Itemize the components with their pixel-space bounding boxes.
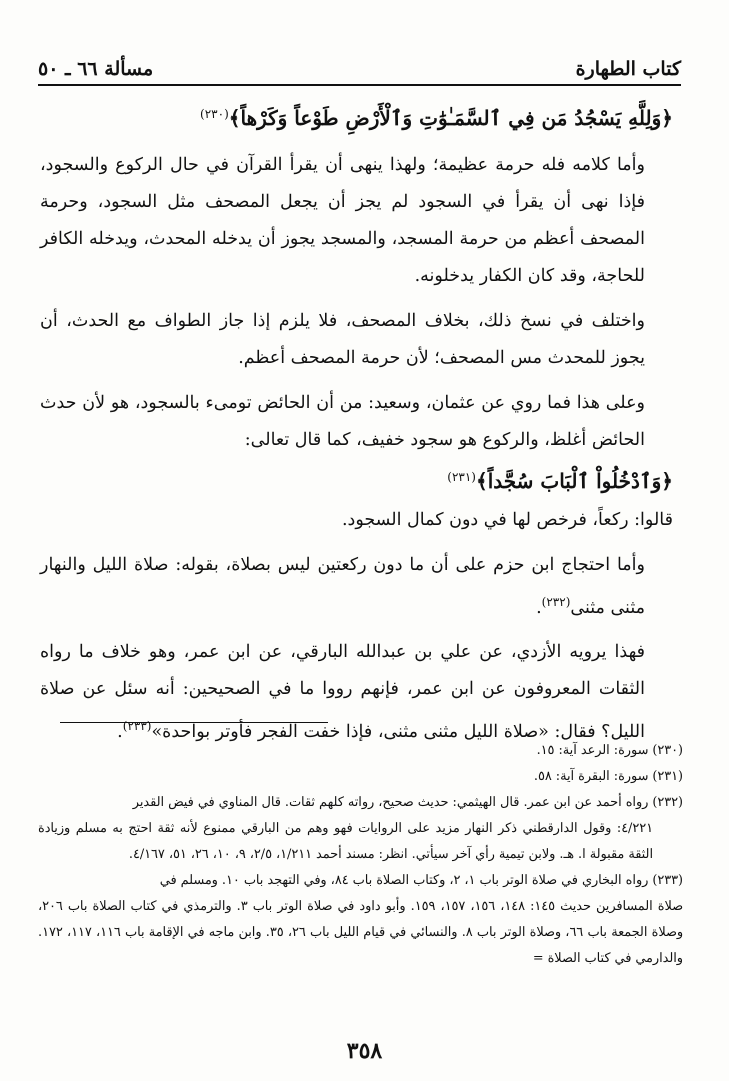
paragraph: وأما احتجاج ابن حزم على أن ما دون ركعتين ليس بصلاة، بقوله: صلاة الليل والنهار مثنى مثنى$^{(٢٣٢)}$.	[40, 554, 645, 618]
running-header	[38, 40, 681, 80]
chapter-title: كتاب الطهارة	[575, 58, 681, 80]
footnote-232: (٢٣٢) رواه أحمد عن ابن عمر. قال الهيثمي: حديث صحيح، رواته كلهم ثقات. قال المناوي في فيض القدير	[132, 795, 683, 810]
footnote-233: (٢٣٣) رواه البخاري في صلاة الوتر باب ١، ٢، وكتاب الصلاة باب ٨٤، وفي التهجد باب ١٠. ومسلم في	[159, 873, 683, 888]
footnote-ref: (٢٣٢)	[541, 594, 571, 609]
paragraph: واختلف في نسخ ذلك، بخلاف المصحف، فلا يلزم إذا جاز الطواف مع الحدث، أن يجوز للمحدث مس المصحف؛ لأن حرمة المصحف أعظم.	[40, 310, 645, 368]
footnote-233-continued: صلاة المسافرين حديث ١٤٥: ١٤٨، ١٥٦، ١٥٧، ١٥٩. وأبو داود في صلاة الوتر باب ٣. والترمذي في كتاب الصلاة باب ٢٠٦، وصلاة الجمعة باب ٦٦، وصلاة الوتر باب ٨. والنسائي في قيام الليل باب ٢٦، ٣٥. وابن ماجه في الإقامة باب ١١٦، ١١٧، ١٧٢. والدارمي في كتاب الصلاة =	[38, 899, 684, 966]
paragraph: وأما كلامه فله حرمة عظيمة؛ ولهذا ينهى أن يقرأ القرآن في حال الركوع والسجود، فإذا نهى أن يقرأ في السجود لم يجز أن يجعل المصحف مثل السجود، وحرمة المصحف أعظم من حرمة المسجد، والمسجد يجوز أن يدخله المحدث، ويدخله الكافر للحاجة، وقد كان الكفار يدخلونه.	[40, 154, 645, 286]
footnote-ref: (٢٣٠)	[200, 107, 229, 121]
quran-verse: ﴿وَٱدْخُلُواْ ٱلْبَابَ سُجَّداً﴾	[475, 468, 673, 493]
paragraph: فهذا يرويه الأزدي، عن علي بن عبدالله البارقي، عن ابن عمر، وهو خلاف ما رواه الثقات المعروفون عن ابن عمر، فإنهم رووا ما في الصحيحين: أنه سئل عن صلاة الليل؟ فقال: «صلاة الليل مثنى مثنى، فإذا خفت الفجر فأوتر بواحدة»$^{(٢٣٣)}$.	[40, 642, 645, 743]
paragraph: قالوا: ركعاً، فرخص لها في دون كمال السجود.	[341, 509, 673, 530]
footnote-232-continued: ٤/٢٢١: وقول الدارقطني ذكر النهار مزيد على الروايات فهو وهم من البارقي ممنوع لأنه ثقة احتج به مسلم وزيادة الثقة مقبولة ا. هـ. ولابن تيمية رأي آخر سيأتي. انظر: مسند أحمد ١/٢١١، ٢/٥، ٩، ١٠، ٢٦، ٥١، ٤/١٦٧.	[38, 821, 653, 862]
footnote-231: (٢٣١) سورة: البقرة آية: ٥٨.	[533, 769, 683, 784]
header-rule	[38, 84, 681, 86]
footnote-ref: (٢٣٣)	[122, 719, 152, 734]
issue-number: مسألة ٦٦ ـ ٥٠	[38, 58, 154, 80]
footnotes	[38, 738, 683, 972]
main-text	[40, 96, 673, 759]
paragraph-text: وأما احتجاج ابن حزم على أن ما دون ركعتين ليس بصلاة، بقوله: صلاة الليل والنهار مثنى مثنى	[40, 554, 645, 618]
paragraph-quran-verse	[40, 459, 673, 502]
footnote-ref: (٢٣١)	[447, 469, 476, 484]
footnote-230: (٢٣٠) سورة: الرعد آية: ١٥.	[536, 743, 683, 758]
page-number: ٣٥٨	[346, 1038, 383, 1064]
paragraph-quran-verse	[40, 96, 673, 139]
footnote-divider	[60, 722, 328, 723]
paragraph-text: فهذا يرويه الأزدي، عن علي بن عبدالله البارقي، عن ابن عمر، وهو خلاف ما رواه الثقات المعروفون عن ابن عمر، فإنهم رووا ما في الصحيحين: أنه سئل عن صلاة الليل؟ فقال: «صلاة الليل مثنى مثنى، فإذا خفت الفجر فأوتر بواحدة»	[40, 642, 645, 743]
quran-verse: ﴿وَلِلَّهِ يَسْجُدُ مَن فِي ٱلسَّمَـٰوَٰتِ وَٱلْأَرْضِ طَوْعاً وَكَرْهاً﴾	[228, 105, 673, 130]
paragraph: وعلى هذا فما روي عن عثمان، وسعيد: من أن الحائض تومىء بالسجود، هو لأن حدث الحائض أغلظ، والركوع هو سجود خفيف، كما قال تعالى:	[40, 392, 645, 450]
